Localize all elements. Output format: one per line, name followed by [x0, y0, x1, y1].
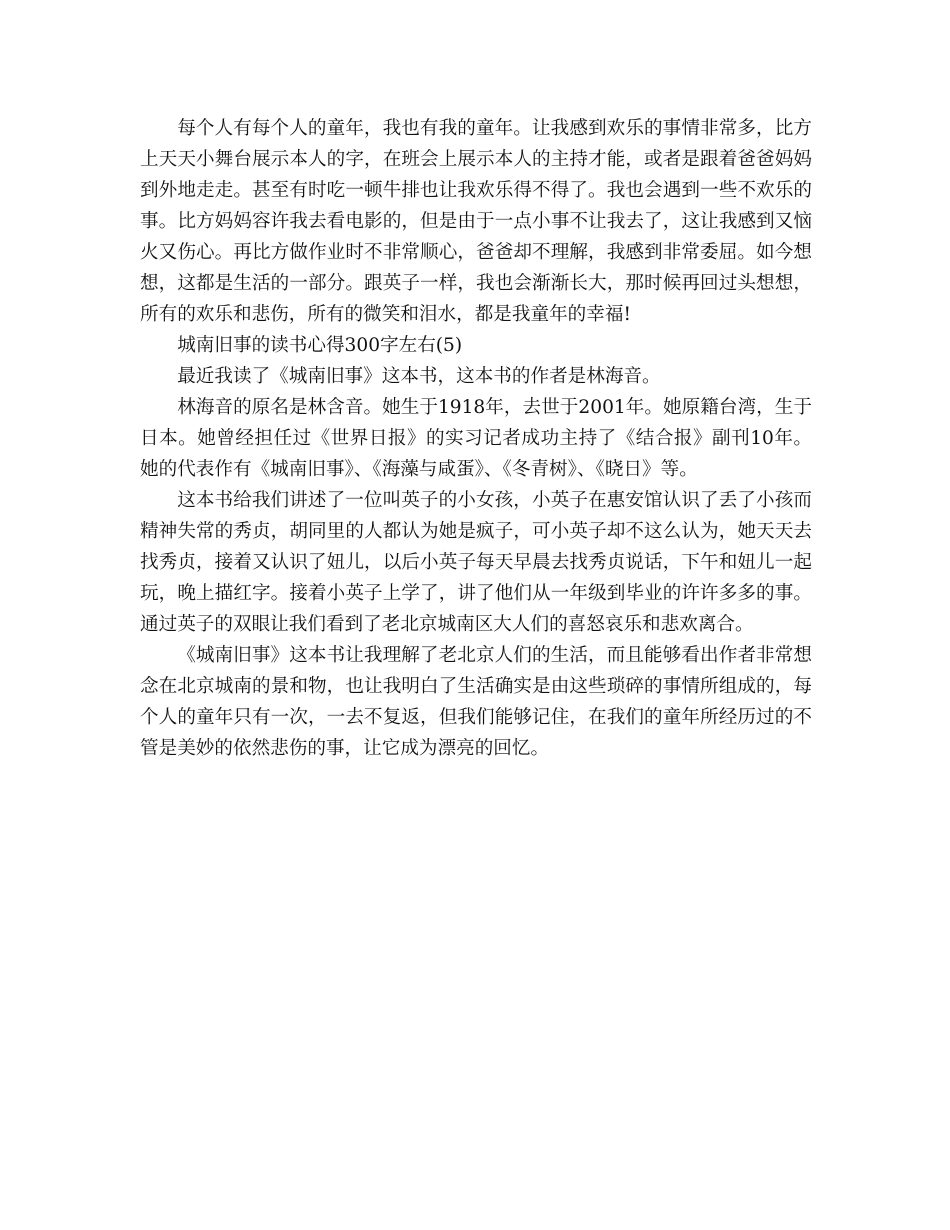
document-body	[140, 113, 812, 764]
paragraph-author: 林海音的原名是林含音。她生于1918年，去世于2001年。她原籍台湾，生于日本。她曾经担任过《世界日报》的实习记者成功主持了《结合报》副刊10年。她的代表作有《城南旧事》、《海藻与咸蛋》、《冬青树》、《晓日》等。	[140, 397, 812, 480]
paragraph-childhood: 每个人有每个人的童年，我也有我的童年。让我感到欢乐的事情非常多，比方上天天小舞台展示本人的字，在班会上展示本人的主持才能，或者是跟着爸爸妈妈到外地走走。甚至有时吃一顿牛排也让我欢乐得不得了。我也会遇到一些不欢乐的事。比方妈妈容许我去看电影的，但是由于一点小事不让我去了，这让我感到又恼火又伤心。再比方做作业时不非常顺心，爸爸却不理解，我感到非常委屈。如今想想，这都是生活的一部分。跟英子一样，我也会渐渐长大，那时候再回过头想想，所有的欢乐和悲伤，所有的微笑和泪水，都是我童年的幸福!	[140, 118, 812, 325]
paragraph-intro: 最近我读了《城南旧事》这本书，这本书的作者是林海音。	[177, 366, 661, 387]
paragraph-story: 这本书给我们讲述了一位叫英子的小女孩，小英子在惠安馆认识了丢了小孩而精神失常的秀贞，胡同里的人都认为她是疯子，可小英子却不这么认为，她天天去找秀贞，接着又认识了妞儿，以后小英子每天早晨去找秀贞说话，下午和妞儿一起玩，晚上描红字。接着小英子上学了，讲了他们从一年级到毕业的许许多多的事。通过英子的双眼让我们看到了老北京城南区大人们的喜怒哀乐和悲欢离合。	[140, 490, 812, 635]
paragraph-reflection: 《城南旧事》这本书让我理解了老北京人们的生活，而且能够看出作者非常想念在北京城南的景和物，也让我明白了生活确实是由这些琐碎的事情所组成的，每个人的童年只有一次，一去不复返，但我们能够记住，在我们的童年所经历过的不管是美妙的依然悲伤的事，让它成为漂亮的回忆。	[140, 645, 812, 759]
section-heading: 城南旧事的读书心得300字左右(5)	[177, 335, 463, 356]
